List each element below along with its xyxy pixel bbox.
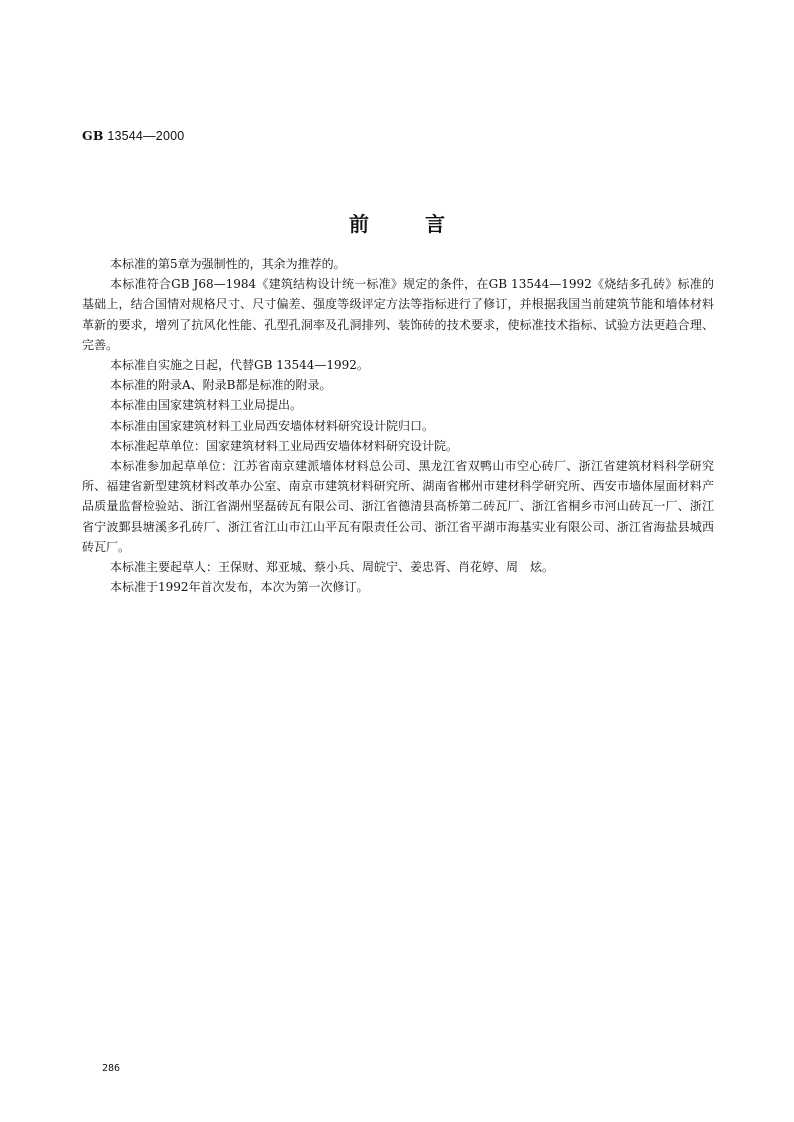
standard-code [82, 128, 184, 143]
paragraph-centralized-by: 本标准由国家建筑材料工业局西安墙体材料研究设计院归口。 [110, 418, 435, 433]
paragraph-mandatory-note: 本标准的第5章为强制性的，其余为推荐的。 [110, 257, 346, 271]
standard-number: 13544—2000 [107, 129, 185, 143]
paragraph-drafting-unit: 本标准起草单位：国家建筑材料工业局西安墙体材料研究设计院。 [110, 438, 459, 453]
title-char-1: 前 [349, 212, 369, 236]
title-char-2: 言 [425, 212, 445, 236]
paragraph-main-drafters: 本标准主要起草人：王保财、郑亚城、蔡小兵、周皖宁、姜忠胥、肖花婷、周 炫。 [110, 560, 555, 575]
standard-prefix: GB [82, 128, 104, 143]
paragraph-appendices: 本标准的附录A、附录B都是标准的附录。 [110, 378, 332, 393]
paragraph-replaces: 本标准自实施之日起，代替GB 13544—1992。 [110, 358, 369, 373]
paragraph-publication-history: 本标准于1992年首次发布，本次为第一次修订。 [110, 580, 369, 595]
page-number: 286 [102, 1063, 121, 1074]
paragraph-proposed-by: 本标准由国家建筑材料工业局提出。 [110, 398, 303, 413]
paragraph-participating-units: 本标准参加起草单位：江苏省南京建派墙体材料总公司、黑龙江省双鸭山市空心砖厂、浙江省建筑材料科学研究所、福建省新型建筑材料改革办公室、南京市建筑材料研究所、湖南省郴州市建材科学研究所、西安市墙体屋面材料产品质量监督检验站、浙江省湖州坚磊砖瓦有限公司、浙江省德清县高桥第二砖瓦厂、浙江省桐乡市河山砖瓦一厂、浙江省宁波鄞县塘溪多孔砖厂、浙江省江山市江山平瓦有限责任公司、浙江省平湖市海基实业有限公司、浙江省海盐县城西砖瓦厂。 [82, 459, 714, 554]
paragraph-revision-basis: 本标准符合GB J68—1984《建筑结构设计统一标准》规定的条件，在GB 13544—1992《烧结多孔砖》标准的基础上，结合国情对规格尺寸、尺寸偏差、强度等级评定方法等指标进行了修订，并根据我国当前建筑节能和墙体材料革新的要求，增列了抗风化性能、孔型孔洞率及孔洞排列、装饰砖的技术要求，使标准技术指标、试验方法更趋合理、完善。 [82, 277, 714, 352]
foreword-body [82, 254, 714, 597]
page-title [0, 208, 794, 237]
